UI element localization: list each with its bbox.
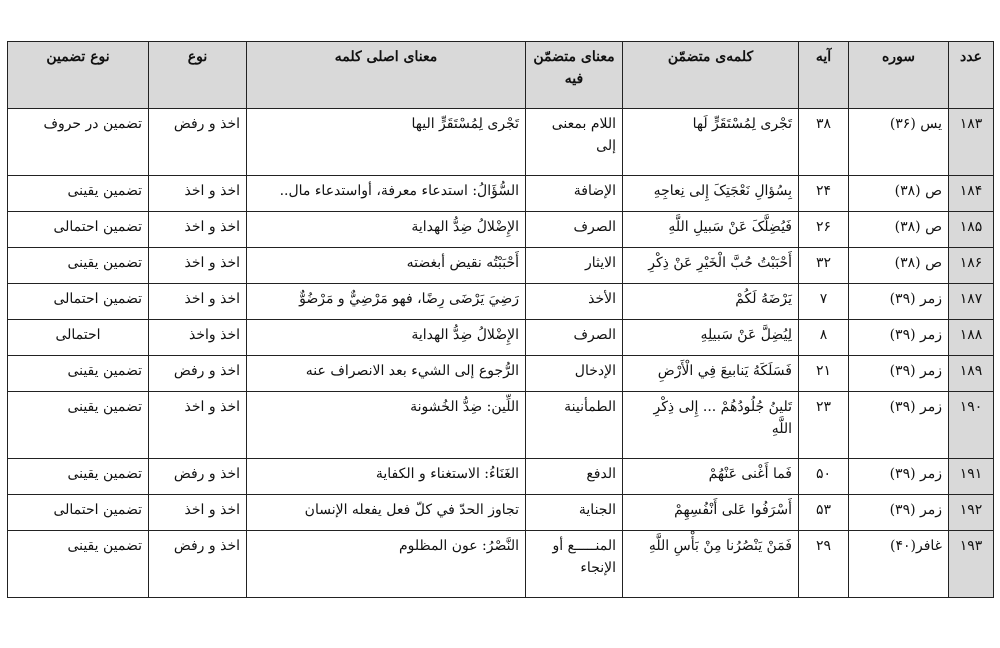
cell-surah: زمر (۳۹) (849, 284, 949, 320)
cell-number: ۱۸۹ (949, 356, 994, 392)
cell-surah: ص (۳۸) (849, 248, 949, 284)
cell-original: الإِضْلالُ ضِدُّ الهداية (247, 320, 526, 356)
cell-meaning: الإدخال (526, 356, 623, 392)
cell-ayah: ۳۲ (799, 248, 849, 284)
cell-tadmin-type: تضمین احتمالی (8, 284, 149, 320)
cell-type: اخذ و اخذ (149, 176, 247, 212)
cell-original: أَحْبَبْتُه نقيض أبغضته (247, 248, 526, 284)
cell-meaning: الجناية (526, 495, 623, 531)
cell-number: ۱۸۶ (949, 248, 994, 284)
table-row (8, 248, 994, 284)
cell-type: اخذ و اخذ (149, 284, 247, 320)
cell-number: ۱۹۳ (949, 531, 994, 598)
cell-meaning: الايثار (526, 248, 623, 284)
table-row (8, 109, 994, 176)
cell-tadmin-type: تضمین یقینی (8, 392, 149, 459)
tadmin-table (7, 41, 994, 598)
cell-original: تَجْرى لِمُسْتَقَرٍّ اليها (247, 109, 526, 176)
cell-type: اخذ و رفض (149, 356, 247, 392)
cell-surah: غافر(۴۰) (849, 531, 949, 598)
cell-meaning: اللام بمعنى إلى (526, 109, 623, 176)
header-surah: سوره (849, 42, 949, 109)
cell-type: اخذ و اخذ (149, 392, 247, 459)
cell-surah: زمر (۳۹) (849, 320, 949, 356)
cell-surah: زمر (۳۹) (849, 459, 949, 495)
cell-word: لِيُضِلَّ عَنْ سَبيلِهِ (623, 320, 799, 356)
cell-surah: زمر (۳۹) (849, 495, 949, 531)
cell-tadmin-type: احتمالی (8, 320, 149, 356)
cell-type: اخذ و اخذ (149, 495, 247, 531)
cell-type: اخذ و رفض (149, 459, 247, 495)
cell-word: فَسَلَکَهُ يَنابيعَ فِي الْأَرْضِ (623, 356, 799, 392)
cell-original: الغَنَاءُ: الاستغناء و الکفاية (247, 459, 526, 495)
cell-type: اخذ و اخذ (149, 212, 247, 248)
table-row (8, 320, 994, 356)
cell-original: الإِضْلالُ ضِدُّ الهداية (247, 212, 526, 248)
cell-surah: ص (۳۸) (849, 212, 949, 248)
cell-type: اخذ و رفض (149, 109, 247, 176)
cell-original: الرُّجوع إلى الشيء بعد الانصراف عنه (247, 356, 526, 392)
cell-tadmin-type: تضمین یقینی (8, 176, 149, 212)
cell-ayah: ۳۸ (799, 109, 849, 176)
cell-number: ۱۸۷ (949, 284, 994, 320)
cell-tadmin-type: تضمین یقینی (8, 248, 149, 284)
header-tadmin-type: نوع تضمین (8, 42, 149, 109)
cell-surah: یس (۳۶) (849, 109, 949, 176)
cell-tadmin-type: تضمین در حروف (8, 109, 149, 176)
cell-meaning: الإضافة (526, 176, 623, 212)
table-row (8, 176, 994, 212)
cell-ayah: ۵۰ (799, 459, 849, 495)
header-number: عدد (949, 42, 994, 109)
cell-number: ۱۸۵ (949, 212, 994, 248)
header-meaning: معنای متضمّن فیه (526, 42, 623, 109)
cell-type: اخذ و رفض (149, 531, 247, 598)
cell-word: أَسْرَفُوا عَلى‏ أَنْفُسِهِمْ (623, 495, 799, 531)
cell-word: يَرْضَهُ لَکُمْ (623, 284, 799, 320)
cell-meaning: الصرف (526, 212, 623, 248)
cell-tadmin-type: تضمین یقینی (8, 459, 149, 495)
cell-number: ۱۸۳ (949, 109, 994, 176)
cell-ayah: ۷ (799, 284, 849, 320)
cell-ayah: ۲۹ (799, 531, 849, 598)
cell-word: بِسُؤالِ نَعْجَتِکَ إِلى‏ نِعاجِهِ (623, 176, 799, 212)
cell-word: تَجْرى لِمُسْتَقَرٍّ لَها (623, 109, 799, 176)
cell-tadmin-type: تضمین یقینی (8, 356, 149, 392)
table-row (8, 495, 994, 531)
cell-surah: ص (۳۸) (849, 176, 949, 212)
cell-meaning: المنـــــع أو الإنجاء (526, 531, 623, 598)
cell-ayah: ۲۳ (799, 392, 849, 459)
cell-word: فَمَنْ يَنْصُرُنا مِنْ بَأْسِ اللَّهِ (623, 531, 799, 598)
cell-word: فَما أَغْنى‏ عَنْهُمْ (623, 459, 799, 495)
cell-meaning: الأخذ (526, 284, 623, 320)
cell-word: أَحْبَبْتُ حُبَّ الْخَيْرِ عَنْ ذِکْرِ (623, 248, 799, 284)
table-row (8, 284, 994, 320)
cell-ayah: ۲۱ (799, 356, 849, 392)
cell-type: اخذ و اخذ (149, 248, 247, 284)
table-row (8, 392, 994, 459)
cell-surah: زمر (۳۹) (849, 392, 949, 459)
header-row (8, 42, 994, 109)
cell-ayah: ۵۳ (799, 495, 849, 531)
cell-meaning: الطمأنينة (526, 392, 623, 459)
cell-ayah: ۸ (799, 320, 849, 356)
cell-word: فَيُضِلَّکَ عَنْ سَبيلِ اللَّهِ (623, 212, 799, 248)
cell-number: ۱۸۴ (949, 176, 994, 212)
table-row (8, 212, 994, 248)
cell-original: تجاوز الحدّ في کلّ فعل يفعله الإنسان (247, 495, 526, 531)
cell-number: ۱۹۲ (949, 495, 994, 531)
header-ayah: آیه (799, 42, 849, 109)
cell-number: ۱۹۰ (949, 392, 994, 459)
cell-meaning: الدفع (526, 459, 623, 495)
table-row (8, 459, 994, 495)
cell-type: اخذ واخذ (149, 320, 247, 356)
cell-original: النَّصْرُ: عون المظلوم (247, 531, 526, 598)
cell-number: ۱۸۸ (949, 320, 994, 356)
cell-tadmin-type: تضمین احتمالی (8, 212, 149, 248)
cell-tadmin-type: تضمین احتمالی (8, 495, 149, 531)
cell-tadmin-type: تضمین یقینی (8, 531, 149, 598)
header-type: نوع (149, 42, 247, 109)
cell-original: السُّؤَالُ: استدعاء معرفة، أواستدعاء مال.. (247, 176, 526, 212)
header-word: کلمه‌ی متضمّن (623, 42, 799, 109)
table-row (8, 356, 994, 392)
cell-surah: زمر (۳۹) (849, 356, 949, 392)
cell-original: رَضِيَ يَرْضَى رِضًا، فهو مَرْضِيٌّ و مَرْضُوٌّ (247, 284, 526, 320)
header-original: معنای اصلی کلمه (247, 42, 526, 109)
cell-original: اللِّين: ضِدُّ الخُشونة (247, 392, 526, 459)
table-row (8, 531, 994, 598)
cell-ayah: ۲۶ (799, 212, 849, 248)
cell-meaning: الصرف (526, 320, 623, 356)
cell-word: تَلينُ جُلُودُهُمْ ... إِلى‏ ذِکْرِ اللَّهِ (623, 392, 799, 459)
cell-ayah: ۲۴ (799, 176, 849, 212)
cell-number: ۱۹۱ (949, 459, 994, 495)
